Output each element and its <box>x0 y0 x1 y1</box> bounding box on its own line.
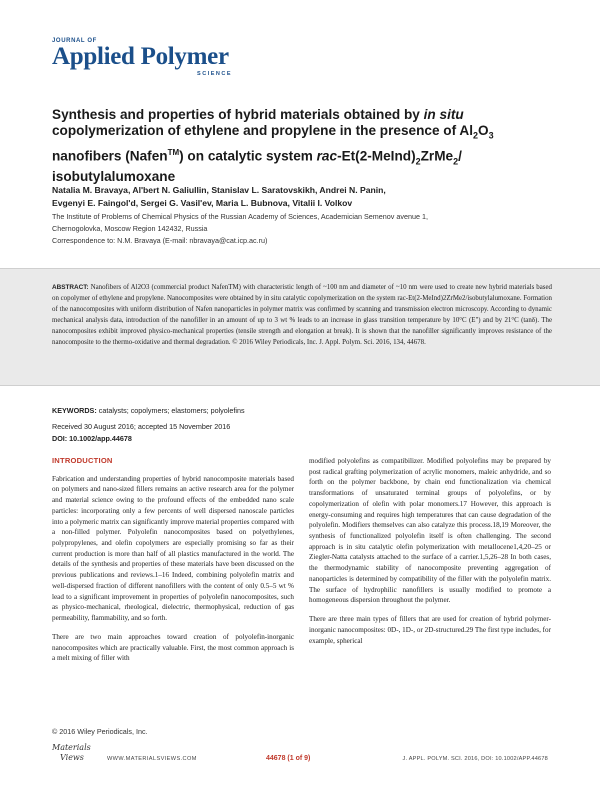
intro-paragraph-4: There are three main types of fillers that are used for creation of hybrid polymer-inorganic nanocomposites: 0D-, 1D-, or 2D-structured.29 The first type includes, for example, spherical <box>309 615 551 645</box>
section-heading-introduction: INTRODUCTION <box>52 456 113 465</box>
intro-paragraph-2: There are two main approaches toward creation of polyolefin-inorganic nanocomposites which are practically valuable. First, the most common approach is a melt mixing of filler with <box>52 632 294 663</box>
keywords-label: KEYWORDS: <box>52 406 97 415</box>
journal-logo <box>52 38 252 84</box>
title-line-2: copolymerization of ethylene and propylene in the presence of $Al_2O_3$ <box>52 123 494 142</box>
intro-paragraph-1: Fabrication and understanding properties of hybrid nanocomposite materials based on polymers and nano-sized fillers remains an active research area for the polymer and material science owing to the profound effects of the embedded nano scale particles: incorporating only a few percents of well dispersed nanoscale particles into a polymeric matrix can significantly improve material properties compared with a non-filled polymer. Polyolefin nanocomposites based on polyethylenes, polypropylenes, and olefin copolymers are especially promising so far as their current production is more than half of all plastics manufactured in the world. The details of the synthesis and properties of these materials have been discussed on the previous publications and reviews.1–16 Indeed, combining polyolefin matrix and well-dispersed fraction of different nanofillers with the content of only 0.5–5 wt % lead to a significant improvement in properties of polyolefin nanocomposites, such as physico-mechanical, rheological, dielectric, thermophysical, reduction of gas permeability, flammability, and so forth. <box>52 474 294 623</box>
title-line-1: Synthesis and properties of hybrid materials obtained by in situ <box>52 107 464 122</box>
article-title <box>52 107 552 186</box>
title-line-3: nanofibers (Nafen™) on catalytic system rac-$Et(2-MeInd)_2ZrMe_2/$ <box>52 147 462 166</box>
body-column-right <box>309 456 551 646</box>
journal-logo-name: Applied Polymer <box>52 43 229 70</box>
doi-link[interactable]: 10.1002/app.44678 <box>69 434 132 443</box>
materials-views-logo-word: Views <box>60 753 84 762</box>
materials-views-logo-word: Materials <box>52 743 91 752</box>
journal-logo-suffix: SCIENCE <box>197 71 232 77</box>
abstract <box>52 283 552 348</box>
abstract-body: Nanofibers of Al2O3 (commercial product NafenTM) with characteristic length of ~100 nm and diameter of ~10 nm were used to create new hybrid materials based on copolymer of ethylene and propylene. Nanocomposites were obtained by in situ catalytic copolymerization on the system rac-Et(2-MeInd)2ZrMe2/isobutylalumoxane. Formation of the nanocomposites with uniform distribution of Nafen nanoparticles in polymer matrix was confirmed by scanning and transmission electron microscopy. According to dynamic mechanical analysis data, introduction of the nanofiller in an amount of up to 3 wt % leads to an increase in glass transition temperature by 10°C (E") and by 21°C (tanδ). The nanocomposites exhibit improved physico-mechanical properties (tensile strength and elongation at break). It is shown that the nanofiller significantly improves resistance of the nanocomposite to the thermo-oxidative and thermal degradation. © 2016 Wiley Periodicals, Inc. J. Appl. Polym. Sci. 2016, 134, 44678. <box>52 284 552 346</box>
authors-line-1: Natalia M. Bravaya, Al'bert N. Galiullin, Stanislav L. Saratovskikh, Andrei N. Panin, <box>52 185 386 195</box>
abstract-label: ABSTRACT: <box>52 284 89 291</box>
intro-paragraph-3: modified polyolefins as compatibilizer. Modified polyolefins may be prepared by post radical grafting polymerization of acrylic monomers, maleic anhydride, and so forth on the polymer backbone, by chain end functionalization via chemical transformations of unsaturated terminal groups of polyolefins, or by copolymerization of olefin with polar monomers.17 However, this approach is energy-consuming and requires high temperatures that can cause degradation of the polyolefin. Modifiers themselves can also catalyze this process.18,19 Moreover, the synthesis of functionalized polyolefin itself is often challenging. The second approach is in situ catalytic olefin polymerization with metallocene1,4,20–25 or Ziegler-Natta catalysts attached to the surface of a carrier.1,5,26–28 In both cases, the thermodynamic stability of nanocomposite preventing aggregation of nanoparticles is determined by compatibility of the filler with the polyolefin matrix. The surface of hydrophilic nanofillers is usually modified to promote a homogeneous dispersion throughout the polymer. <box>309 457 551 605</box>
journal-logo-prefix: JOURNAL OF <box>52 38 97 44</box>
correspondence: Correspondence to: N.M. Bravaya (E-mail: nbravaya@cat.icp.ac.ru) <box>52 236 268 246</box>
title-line-4: isobutylalumoxane <box>52 169 176 185</box>
affiliation-line-1: The Institute of Problems of Chemical Physics of the Russian Academy of Sciences, Academician Semenov avenue 1, <box>52 212 428 221</box>
body-column-left <box>52 456 294 664</box>
footer-website-link[interactable]: WWW.MATERIALSVIEWS.COM <box>107 756 197 762</box>
authors-line-2: Evgenyi E. Faingol'd, Sergei G. Vasil'ev, Maria L. Bubnova, Vitalii I. Volkov <box>52 197 353 208</box>
keywords <box>52 406 552 415</box>
doi <box>52 434 552 443</box>
copyright-notice: © 2016 Wiley Periodicals, Inc. <box>52 727 148 736</box>
keywords-text: catalysts; copolymers; elastomers; polyolefins <box>98 406 245 415</box>
received-dates: Received 30 August 2016; accepted 15 November 2016 <box>52 422 231 431</box>
doi-label: DOI: <box>52 434 68 443</box>
footer-citation: J. APPL. POLYM. SCI. 2016, DOI: 10.1002/APP.44678 <box>402 756 548 762</box>
affiliation-line-2: Chernogolovka, Moscow Region 142432, Russia <box>52 224 208 234</box>
page-number: 44678 (1 of 9) <box>266 755 311 762</box>
authors <box>52 184 552 209</box>
affiliation <box>52 211 552 248</box>
materials-views-logo <box>52 744 92 774</box>
